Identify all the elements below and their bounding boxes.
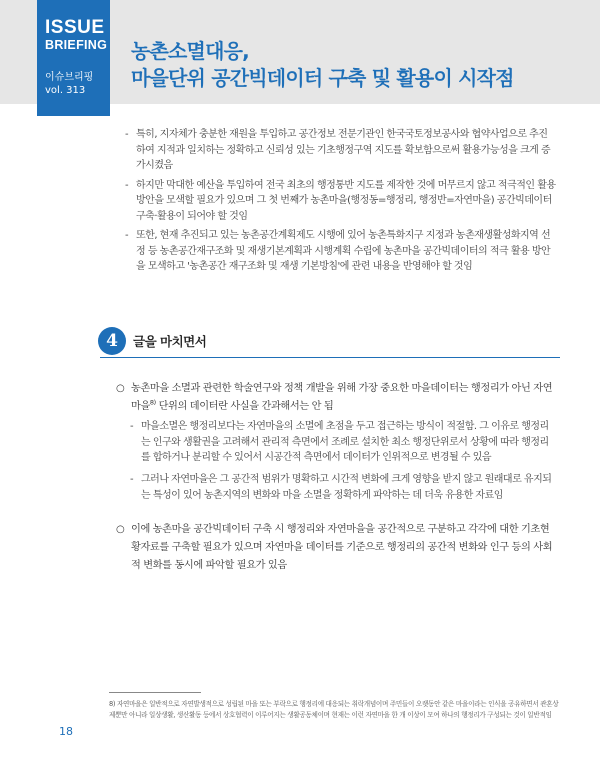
issue-briefing-badge — [37, 0, 110, 116]
badge-korean-label: 이슈브리핑 — [45, 72, 94, 83]
top-bullet-list — [124, 127, 556, 279]
section-number: 4 — [98, 327, 126, 355]
footnote-divider — [109, 692, 201, 693]
sub-bullet-item: - 마을소멸은 행정리보다는 자연마을의 소멸에 초점을 두고 접근하는 방식이 적절함. 그 이유로 행정리는 인구와 생활권을 고려해서 관리적 측면에서 조례로 설치한 최소 행정단위로서 상황에 따라 행정리를 합하거나 분리할 수 있어서 시공간적 측면에서 데이터가 인위적으로 변경될 수 있음 — [129, 419, 556, 466]
sub-bullet-item: - 그러나 자연마을은 그 공간적 범위가 명확하고 시간적 변화에 크게 영향을 받지 않고 원래대로 유지되는 특성이 있어 농촌지역의 변화와 마을 소멸을 정확하게 파악하는 데 더욱 유용한 자료임 — [129, 472, 556, 503]
badge-volume: vol. 313 — [45, 85, 86, 96]
page-title — [131, 38, 514, 92]
badge-briefing-text: BRIEFING — [45, 38, 108, 52]
page-number: 18 — [59, 725, 73, 738]
badge-issue-text: ISSUE — [45, 17, 105, 38]
title-line-1: 농촌소멸대응, — [131, 39, 249, 63]
circle-bullet: ○ 이에 농촌마을 공간빅데이터 구축 시 행정리와 자연마을을 공간적으로 구분하고 각각에 대한 기초현황자료를 구축할 필요가 있으며 자연마을 데이터를 기준으로 행정리의 공간적 변화와 인구 등의 사회적 변화를 동시에 파악할 필요가 있음 — [116, 521, 556, 575]
bullet-item: - 또한, 현재 추진되고 있는 농촌공간계획제도 시행에 있어 농촌특화지구 지정과 농촌재생활성화지역 선정 등 농촌공간재구조화 및 재생기본계획과 시행계획 수립에 농촌마을 공간빅데이터의 적극 활용 방안을 모색하고 '농촌공간 재구조화 및 재생 기본방침'에 관련 내용을 반영해야 할 것임 — [124, 228, 556, 275]
footnote: 8) 자연마을은 일반적으로 자연발생적으로 성립된 마을 또는 부락으로 행정리에 대응되는 취락개념이며 주민들이 오랫동안 같은 마을이라는 인식을 공유하면서 관혼상제뿐만 아니라 일상생활, 생산활동 등에서 상호협력이 이루어지는 생활공동체이며 현재는 이런 자연마을 한 개 이상이 모여 하나의 행정리가 구성되는 것이 일반적임 — [109, 700, 559, 719]
bullet-item: - 특히, 지자체가 충분한 재원을 투입하고 공간정보 전문기관인 한국국토정보공사와 협약사업으로 추진하여 지적과 일치하는 정확하고 신뢰성 있는 기초행정구역 지도를 확보함으로써 활용가능성을 크게 증가시켰음 — [124, 127, 556, 174]
title-line-2: 마을단위 공간빅데이터 구축 및 활용이 시작점 — [131, 66, 514, 90]
section-title: 글을 마치면서 — [133, 334, 207, 349]
bullet-item: - 하지만 막대한 예산을 투입하여 전국 최초의 행정통반 지도를 제작한 것에 머무르지 않고 적극적인 활용 방안을 모색할 필요가 있으며 그 첫 번째가 농촌마을(행정동=행정리, 행정반=자연마을) 공간빅데이터 구축·활용이 되어야 할 것임 — [124, 178, 556, 225]
circle-bullet — [116, 380, 556, 416]
para1-text-b: 단위의 데이터란 사실을 간과해서는 안 됨 — [155, 401, 334, 412]
conclusion-paragraph-2 — [116, 521, 556, 575]
conclusion-paragraph-1 — [116, 380, 556, 416]
para1-text-a: 농촌마을 소멸과 관련한 학술연구와 정책 개발을 위해 가장 중요한 마을데이터는 행정리가 아닌 자연마을 — [131, 383, 553, 412]
footnote-ref: 8) — [149, 398, 156, 407]
